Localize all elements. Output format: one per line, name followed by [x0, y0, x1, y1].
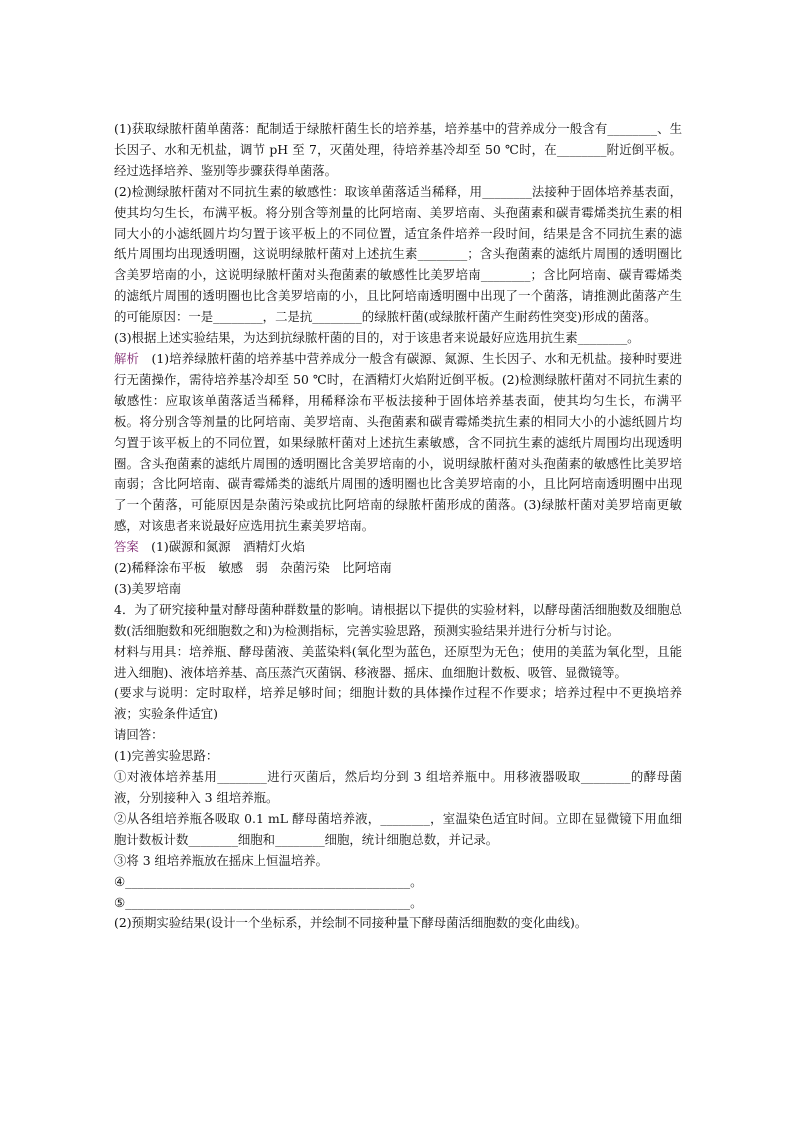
question-4-prompt: 请回答： — [114, 727, 164, 743]
question-4-step-5: ⑤______________________________________________。 — [114, 894, 423, 910]
question-4-subquestion-2: (2)预期实验结果(设计一个坐标系，并绘制不同接种量下酵母菌活细胞数的变化曲线)。 — [114, 915, 588, 931]
question-3-part-1: (1)获取绿脓杆菌单菌落：配制适于绿脓杆菌生长的培养基，培养基中的营养成分一般含有________、生长因子、水和无机盐，调节 pH 至 7，灭菌处理，待培养基冷却至 50 ℃时，在________附近倒平板。经过选择培养、鉴别等步骤获得单菌落。 — [114, 121, 682, 178]
answer-line-2: (2)稀释涂布平板 敏感 弱 杂菌污染 比阿培南 — [114, 560, 392, 576]
question-4-stem: 4．为了研究接种量对酵母菌种群数量的影响。请根据以下提供的实验材料，以酵母菌活细胞数及细胞总数(活细胞数和死细胞数之和)为检测指标，完善实验思路，预测实验结果并进行分析与讨论。 — [114, 601, 682, 638]
question-3-part-2: (2)检测绿脓杆菌对不同抗生素的敏感性：取该单菌落适当稀释，用________法接种于固体培养基表面，使其均匀生长，布满平板。将分别含等剂量的比阿培南、美罗培南、头孢菌素和碳青霉烯类抗生素的相同大小的小滤纸圆片均匀置于该平板上的不同位置，适宜条件培养一段时间，结果是含不同抗生素的滤纸片周围均出现透明圈，这说明绿脓杆菌对上述抗生素________；含头孢菌素的滤纸片周围的透明圈比含美罗培南的小，这说明绿脓杆菌对头孢菌素的敏感性比美罗培南________；含比阿培南、碳青霉烯类的滤纸片周围的透明圈也比含美罗培南的小，且比阿培南透明圈中出现了一个菌落，请推测此菌落产生的可能原因：一是________，二是抗________的绿脓杆菌(或绿脓杆菌产生耐药性突变)形成的菌落。 — [114, 183, 682, 325]
question-4-materials: 材料与用具：培养瓶、酵母菌液、美蓝染料(氧化型为蓝色，还原型为无色；使用的美蓝为氧化型，且能进入细胞)、液体培养基、高压蒸汽灭菌锅、移液器、摇床、血细胞计数板、吸管、显微镜等。 — [114, 643, 682, 680]
question-4-step-4: ④______________________________________________。 — [114, 873, 423, 889]
analysis-paragraph — [114, 349, 682, 537]
answer-line-3: (3)美罗培南 — [114, 580, 182, 596]
analysis-text: (1)培养绿脓杆菌的培养基中营养成分一般含有碳源、氮源、生长因子、水和无机盐。接种时要进行无菌操作，需待培养基冷却至 50 ℃时，在酒精灯火焰附近倒平板。(2)检测绿脓杆菌对不同抗生素的敏感性：应取该单菌落适当稀释，用稀释涂布平板法接种于固体培养基表面，使其均匀生长，布满平板。将分别含等剂量的比阿培南、美罗培南、头孢菌素和碳青霉烯类抗生素的相同大小的小滤纸圆片均匀置于该平板上的不同位置，如果绿脓杆菌对上述抗生素敏感，含不同抗生素的滤纸片周围均出现透明圈。含头孢菌素的滤纸片周围的透明圈比含美罗培南的小，说明绿脓杆菌对头孢菌素的敏感性比美罗培南弱；含比阿培南、碳青霉烯类的滤纸片周围的透明圈也比含美罗培南的小，且比阿培南透明圈中出现了一个菌落，可能原因是杂菌污染或抗比阿培南的绿脓杆菌形成的菌落。(3)绿脓杆菌对美罗培南更敏感，对该患者来说最好应选用抗生素美罗培南。 — [114, 350, 682, 534]
analysis-label: 解析 — [114, 350, 140, 366]
question-3-part-3: (3)根据上述实验结果，为达到抗绿脓杆菌的目的，对于该患者来说最好应选用抗生素________。 — [114, 330, 640, 346]
question-4-requirements: (要求与说明：定时取样，培养足够时间；细胞计数的具体操作过程不作要求；培养过程中不更换培养液；实验条件适宜) — [114, 685, 682, 722]
answer-text-1: (1)碳源和氮源 酒精灯火焰 — [138, 539, 306, 555]
question-4-step-1: ①对液体培养基用________进行灭菌后，然后均分到 3 组培养瓶中。用移液器吸取________的酵母菌液，分别接种入 3 组培养瓶。 — [114, 769, 682, 805]
question-4-step-2: ②从各组培养瓶各吸取 0.1 mL 酵母菌培养液，________，室温染色适宜时间。立即在显微镜下用血细胞计数板计数________细胞和________细胞，统计细胞总数，并记录。 — [114, 810, 682, 847]
answer-label: 答案 — [114, 539, 139, 555]
question-4-step-3: ③将 3 组培养瓶放在摇床上恒温培养。 — [114, 852, 329, 868]
answer-line-1 — [114, 537, 682, 558]
question-4-subquestion-1: (1)完善实验思路： — [114, 748, 219, 764]
page-content — [114, 119, 682, 934]
